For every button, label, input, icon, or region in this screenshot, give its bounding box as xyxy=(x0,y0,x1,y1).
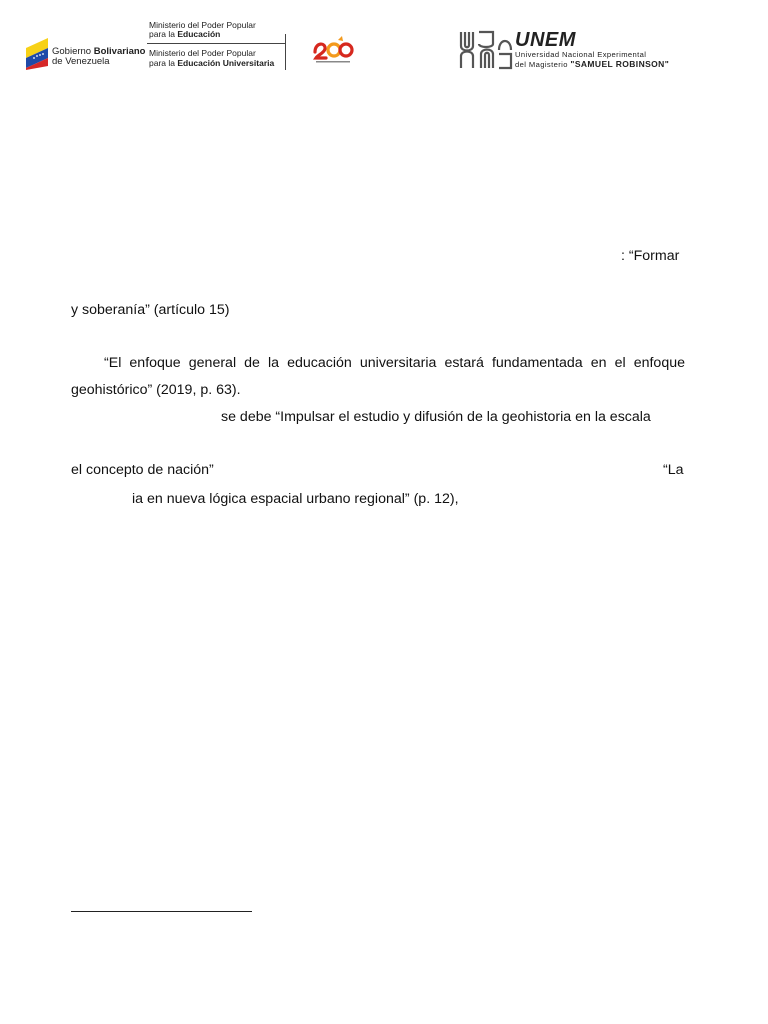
unem-subtitle-1: Universidad Nacional Experimental xyxy=(515,50,647,59)
header-divider-vertical xyxy=(285,34,286,70)
min1-line1: Ministerio del Poder Popular xyxy=(149,20,256,30)
min2-line2-bold: Educación Universitaria xyxy=(177,58,275,68)
unem-logo-icon xyxy=(459,30,513,70)
bicentennial-logo-icon xyxy=(312,34,356,64)
unem-title: UNEM xyxy=(515,29,576,51)
min1-line2-bold: Educación xyxy=(177,29,221,39)
gov-line1-bold: Bolivariano xyxy=(93,46,146,57)
text-line-5: se debe “Impulsar el estudio y difusión de la geohistoria en la escala xyxy=(221,409,651,425)
unem-sub2-bold: "SAMUEL ROBINSON" xyxy=(570,59,670,69)
min2-line1: Ministerio del Poder Popular xyxy=(149,48,256,58)
gov-line1: Gobierno xyxy=(52,46,92,57)
gov-line2: de Venezuela xyxy=(52,56,110,67)
venezuela-flag-icon xyxy=(24,36,50,70)
text-line-7: ia en nueva lógica espacial urbano regional” (p. 12), xyxy=(132,491,459,507)
ministerio-educacion-label xyxy=(149,21,256,39)
footnote-separator xyxy=(71,911,252,912)
text-line-4: geohistórico” (2019, p. 63). xyxy=(71,382,241,398)
letterhead xyxy=(22,18,712,78)
min1-line2: para la xyxy=(149,29,175,39)
header-divider-horizontal xyxy=(147,43,285,44)
text-line-2: y soberanía” (artículo 15) xyxy=(71,302,230,318)
unem-sub2-text: del Magisterio xyxy=(515,60,568,69)
text-line-1: : “Formar xyxy=(621,248,680,264)
text-line-6b: “La xyxy=(663,462,684,478)
ministerio-educacion-universitaria-label xyxy=(149,48,274,68)
gobierno-bolivariano-label xyxy=(52,47,145,67)
text-line-3: “El enfoque general de la educación universitaria estará fundamentada en el enfoque xyxy=(104,355,685,371)
min2-line2: para la xyxy=(149,58,175,68)
text-line-6a: el concepto de nación” xyxy=(71,462,214,478)
unem-subtitle-2 xyxy=(515,59,669,69)
